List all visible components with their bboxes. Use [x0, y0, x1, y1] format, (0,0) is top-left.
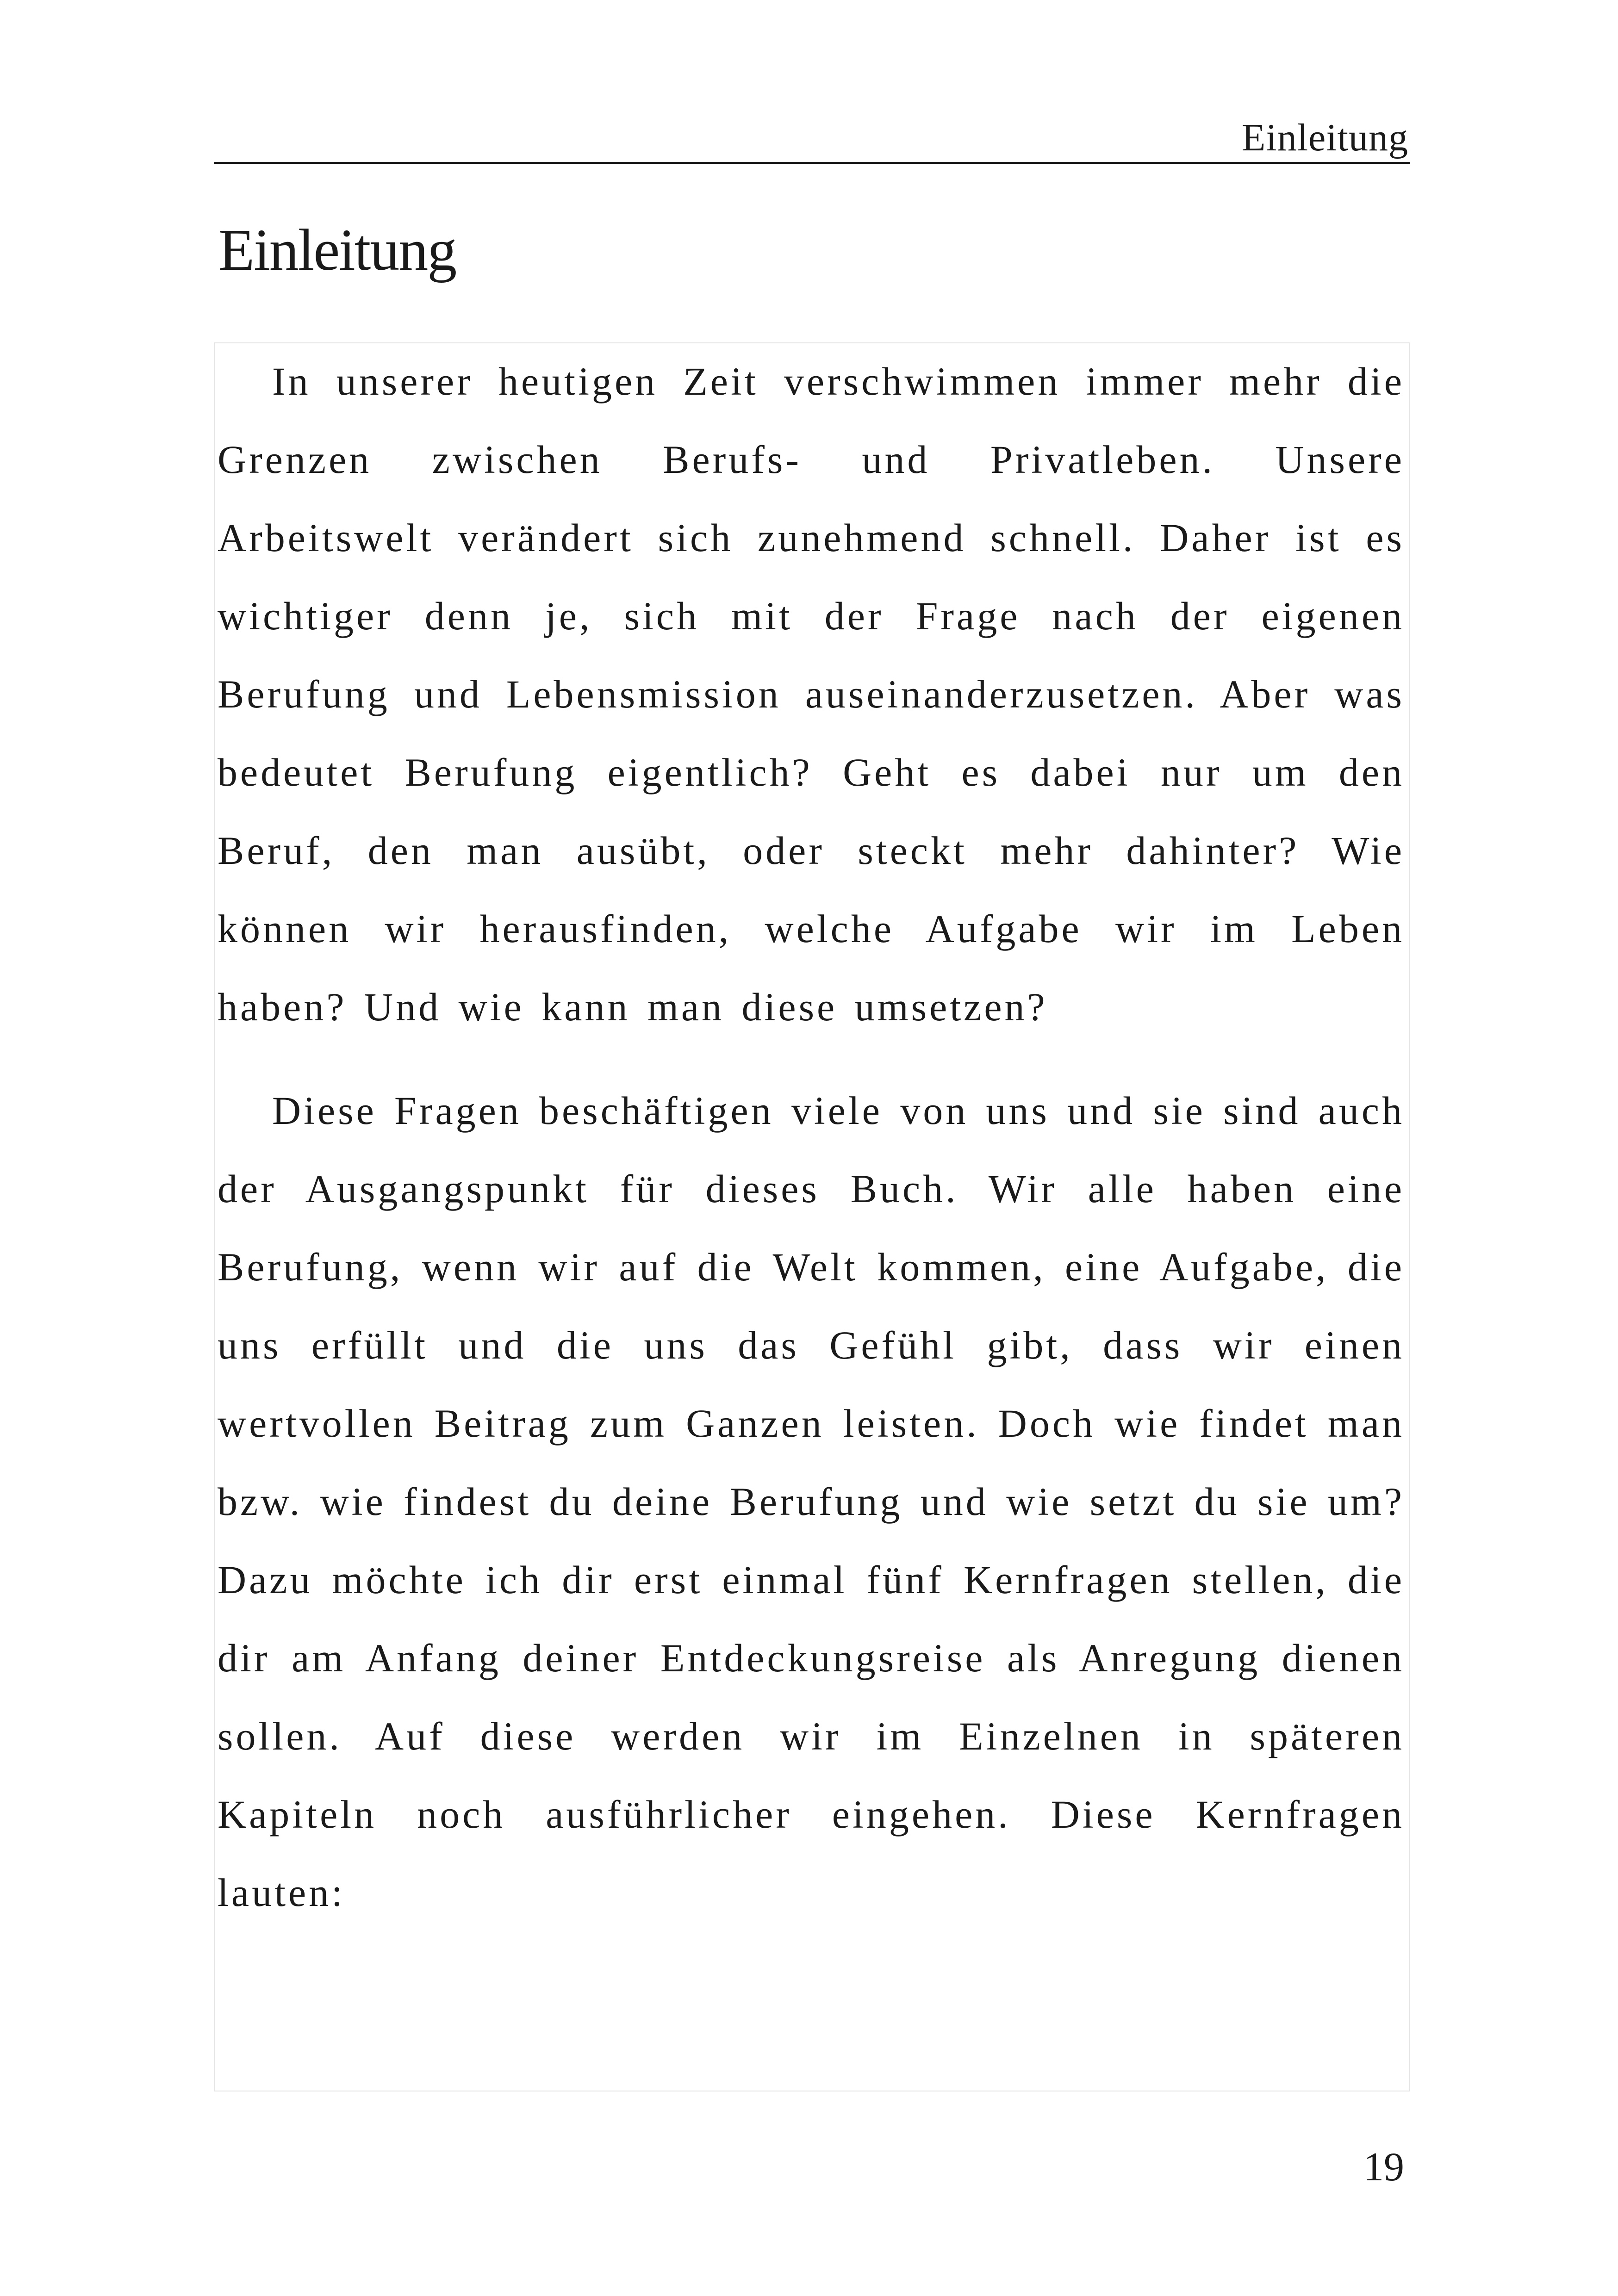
chapter-title: Einleitung [218, 217, 456, 283]
running-header [214, 106, 1410, 164]
paragraph-1: In unserer heutigen Zeit verschwimmen immer mehr die Grenzen zwischen Berufs- und Privatleben. Unsere Arbeitswelt verändert sich zunehmend schnell. Daher ist es wichtiger denn je, sich mit der Frage nach der eigenen Berufung und Lebensmission auseinanderzusetzen. Aber was bedeutet Berufung eigentlich? Geht es dabei nur um den Beruf, den man ausübt, oder steckt mehr dahinter? Wie können wir herausfinden, welche Aufgabe wir im Leben haben? Und wie kann man diese umsetzen? [218, 359, 1405, 1029]
running-header-title: Einleitung [1242, 116, 1408, 159]
body-text [218, 342, 1405, 1957]
paragraph-2: Diese Fragen beschäftigen viele von uns und sie sind auch der Ausgangspunkt für dieses Buch. Wir alle haben eine Berufung, wenn wir auf die Welt kommen, eine Aufgabe, die uns erfüllt und die uns das Gefühl gibt, dass wir einen wertvollen Beitrag zum Ganzen leisten. Doch wie findet man bzw. wie findest du deine Berufung und wie setzt du sie um? Dazu möchte ich dir erst einmal fünf Kernfragen stellen, die dir am Anfang deiner Entdeckungsreise als Anregung dienen sollen. Auf diese werden wir im Einzelnen in späteren Kapiteln noch ausführlicher eingehen. Diese Kernfragen lauten: [218, 1088, 1405, 1915]
page-number: 19 [1363, 2145, 1404, 2190]
